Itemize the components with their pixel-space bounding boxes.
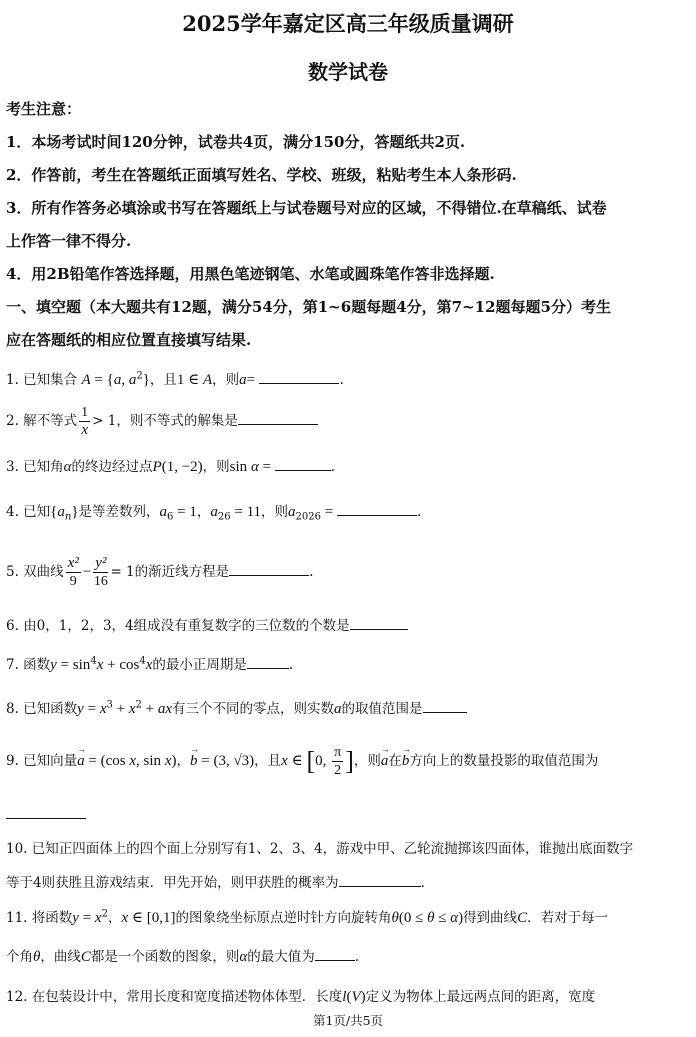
answer-blank[interactable] — [339, 874, 421, 887]
question-8: 8. 已知函数$y = x^3 + x^2$ + ax有三个不同的零点，则实数a的取值范围是 — [6, 697, 690, 718]
notice-item: 4．用2B铅笔作答选择题，用黑色笔迹钢笔、水笔或圆珠笔作答非选择题. — [6, 265, 495, 283]
question-2: 2. 解不等式 $\frac{1}{x}$ > 1，则不等式的解集是 — [6, 404, 690, 439]
answer-blank[interactable] — [6, 806, 86, 819]
question-4: 4. 已知$\{a_n\}$是等差数列，$a_6 = 1$，$a_{26} = 11$，则$a_{2026}$ = . — [6, 504, 422, 523]
notice-item: 上作答一律不得分. — [6, 232, 132, 250]
fraction: $\frac{1}{x}$ — [81, 405, 89, 438]
exam-subtitle: 数学试卷 — [308, 60, 388, 84]
answer-blank[interactable] — [315, 948, 355, 961]
exam-title: 2025学年嘉定区高三年级质量调研 — [182, 11, 514, 36]
answer-blank[interactable] — [247, 656, 289, 669]
answer-blank[interactable] — [350, 617, 408, 630]
question-10-cont: 等于4则获胜且游戏结束．甲先开始，则甲获胜的概率为 . — [6, 875, 425, 891]
section-heading: 一、填空题（本大题共有12题，满分54分，第1~6题每题4分，第7~12题每题5分）考生 — [6, 298, 611, 316]
question-7: 7. 函数$y = \sin^4x + \cos^4x$的最小正周期是 . — [6, 655, 294, 673]
question-9: 9. 已知向量→ a = (cos x, sin x)，→ b = (3, √3)，且x ∈ [0, $\frac{\pi}{2}$ ]，则→ a在→ b方向上的数量投影的取值范围为 — [6, 744, 690, 779]
notice-item: 1．本场考试时间120分钟，试卷共4页，满分150分，答题纸共2页. — [6, 133, 466, 151]
section-heading-cont: 应在答题纸的相应位置直接填写结果. — [6, 331, 252, 349]
answer-blank[interactable] — [423, 700, 467, 713]
notice-item: 2．作答前，考生在答题纸正面填写姓名、学校、班级，粘贴考生本人条形码. — [6, 166, 517, 184]
question-1: 1. 已知集合 A = {a, $a^2$}，且1 ∈ A，则a= . — [6, 370, 344, 388]
notice-heading: 考生注意： — [6, 100, 82, 118]
question-6: 6. 由0，1，2，3，4组成没有重复数字的三位数的个数是 — [6, 614, 690, 634]
fraction: $\frac{\pi}{2}$ — [334, 745, 342, 778]
question-12: 12. 在包装设计中，常用长度和宽度描述物体体型．长度l(V)定义为物体上最远两点间的距离，宽度 — [6, 989, 596, 1005]
question-11: 11. 将函数$y = x^2$，x ∈ [0,1]的图象绕坐标原点逆时针方向旋转角θ(0 ≤ θ ≤ α)得到曲线C．若对于每一 — [6, 908, 609, 926]
answer-blank[interactable] — [337, 503, 417, 516]
answer-blank[interactable] — [238, 412, 318, 425]
page-footer: 第1页/共5页 — [312, 1013, 384, 1028]
question-11-cont: 个角θ，曲线C都是一个函数的图象，则α的最大值为 . — [6, 949, 360, 965]
question-5: 5. 双曲线 $\frac{\text{x²}}{9}$ − $\frac{\text{y²}}{16}$ = 1的渐近线方程是 . — [6, 555, 314, 589]
answer-blank[interactable] — [229, 563, 309, 576]
fraction: $\frac{\text{x²}}{9}$ — [67, 555, 79, 589]
notice-item: 3．所有作答务必填涂或书写在答题纸上与试卷题号对应的区域，不得错位.在草稿纸、试卷 — [6, 199, 607, 217]
question-3: 3. 已知角α的终边经过点P(1, −2)，则sin α = . — [6, 459, 336, 475]
answer-blank[interactable] — [259, 371, 339, 384]
question-9-answer — [6, 804, 690, 823]
question-10: 10. 已知正四面体上的四个面上分别写有1、2、3、4，游戏中甲、乙轮流抛掷该四面体，谁抛出底面数字 — [6, 841, 634, 857]
answer-blank[interactable] — [275, 458, 331, 471]
fraction: $\frac{\text{y²}}{16}$ — [93, 555, 108, 589]
